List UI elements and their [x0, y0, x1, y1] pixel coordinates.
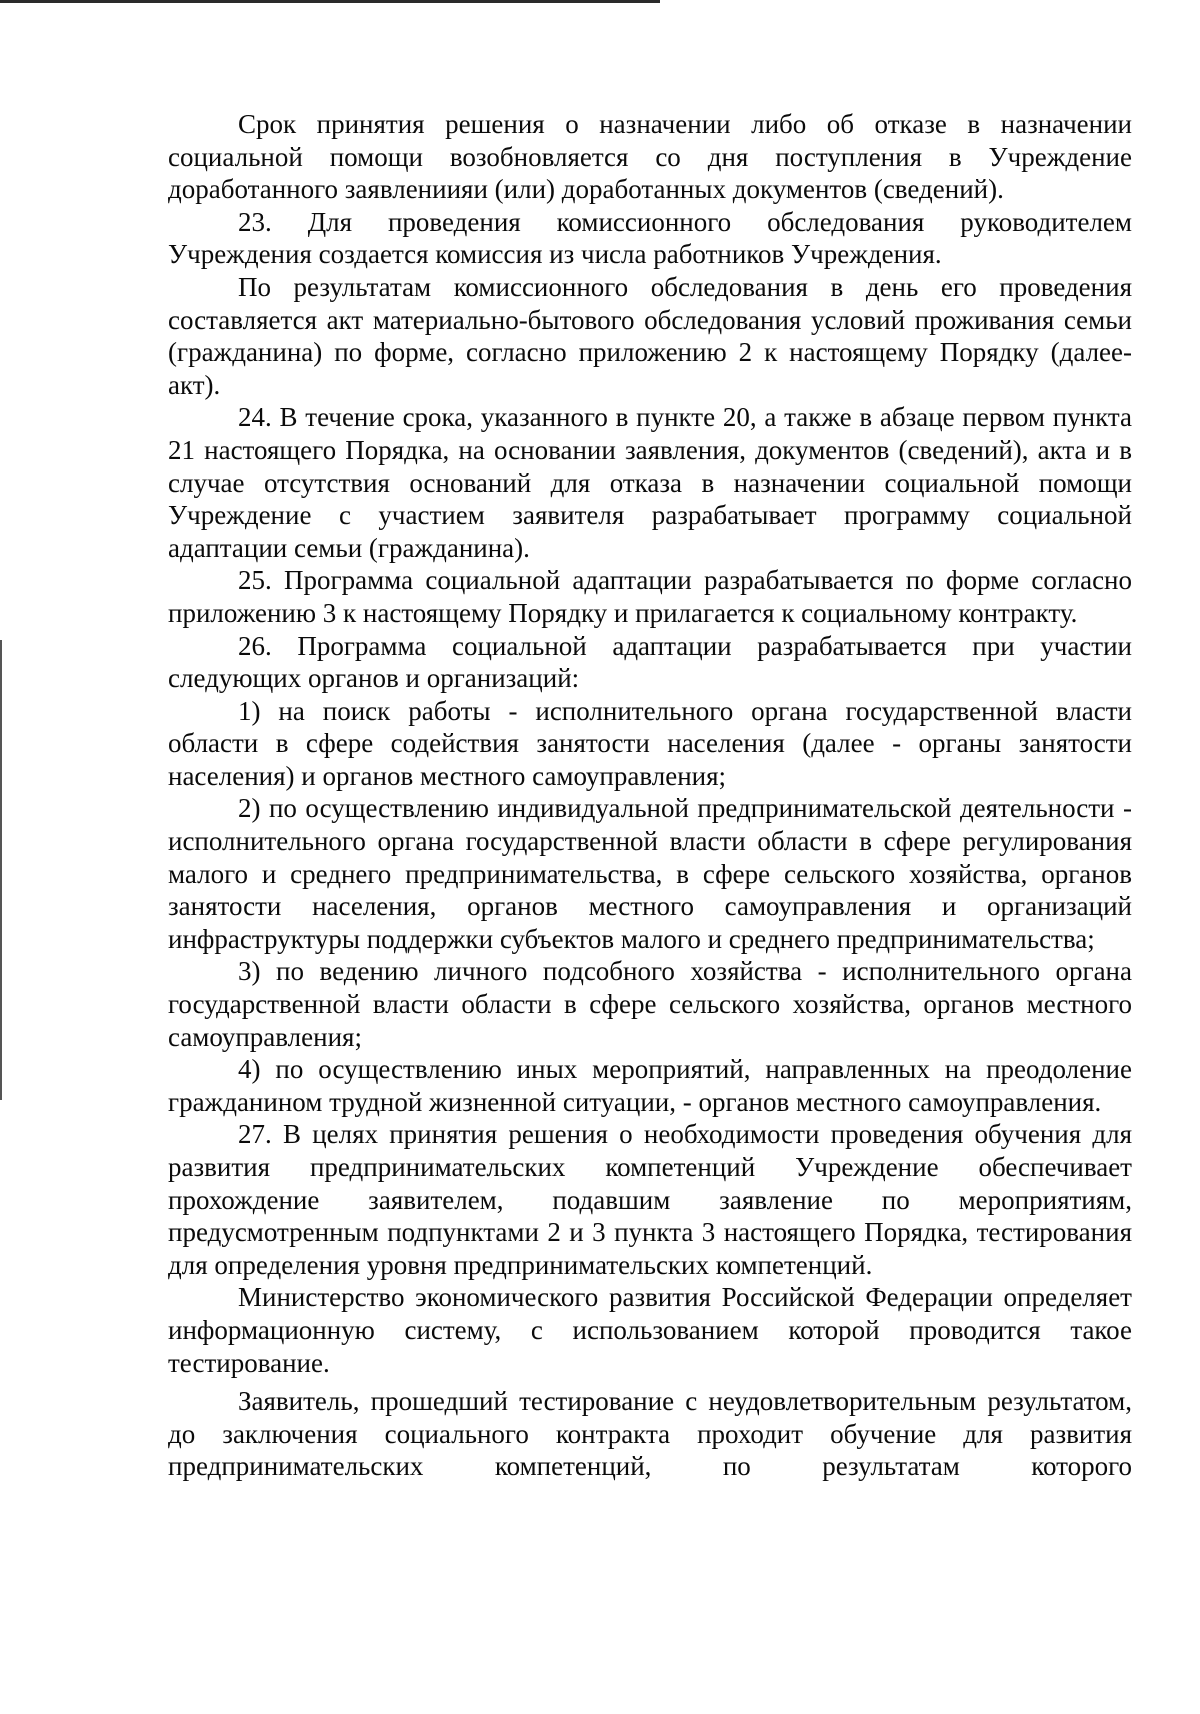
paragraph-27-testing: 27. В целях принятия решения о необходимости проведения обучения для развития предпринимательских компетенций Учреждение обеспечивает прохождение заявителем, подавшим заявление по мероприятиям, предусмотренным подпунктами 2 и 3 пункта 3 настоящего Порядка, тестирования для определения уровня предпринимательских компетенций. — [168, 1119, 1132, 1280]
paragraph-23-commission: 23. Для проведения комиссионного обследования руководителем Учреждения создается комиссия из числа работников Учреждения. — [168, 206, 1132, 270]
paragraph-applicant-training: Заявитель, прошедший тестирование с неудовлетворительным результатом, до заключения социального контракта проходит обучение для развития предпринимательских компетенций, по результатам которого — [168, 1386, 1132, 1482]
list-item-1-job-search: 1) на поиск работы - исполнительного органа государственной власти области в сфере содействия занятости населения (далее - органы занятости населения) и органов местного самоуправления; — [168, 695, 1132, 791]
paragraph-24-program: 24. В течение срока, указанного в пункте 20, а также в абзаце первом пункта 21 настоящего Порядка, на основании заявления, документов (сведений), акта и в случае отсутствия оснований для отказа в назначении социальной помощи Учреждение с участием заявителя разрабатывает программу социальной адаптации семьи (гражданина). — [168, 402, 1132, 563]
paragraph-ministry: Министерство экономического развития Российской Федерации определяет информационную систему, с использованием которой проводится такое тестирование. — [168, 1282, 1132, 1378]
paragraph-decision-term: Срок принятия решения о назначении либо об отказе в назначении социальной помощи возобновляется со дня поступления в Учреждение доработанного заявлениияи (или) доработанных документов (сведений). — [168, 109, 1132, 205]
paragraph-23-act: По результатам комиссионного обследования в день его проведения составляется акт материально-бытового обследования условий проживания семьи (гражданина) по форме, согласно приложению 2 к настоящему Порядку (далее-акт). — [168, 271, 1132, 400]
list-item-3-household: 3) по ведению личного подсобного хозяйства - исполнительного органа государственной власти области в сфере сельского хозяйства, органов местного самоуправления; — [168, 956, 1132, 1052]
paragraph-26-participants: 26. Программа социальной адаптации разрабатывается при участии следующих органов и организаций: — [168, 630, 1132, 694]
scan-edge-left — [0, 640, 2, 1100]
paragraph-25-form: 25. Программа социальной адаптации разрабатывается по форме согласно приложению 3 к настоящему Порядку и прилагается к социальному контракту. — [168, 565, 1132, 628]
list-item-4-other: 4) по осуществлению иных мероприятий, направленных на преодоление гражданином трудной жизненной ситуации, - органов местного самоуправления. — [168, 1054, 1132, 1117]
list-item-2-business: 2) по осуществлению индивидуальной предпринимательской деятельности - исполнительного органа государственной власти области в сфере регулирования малого и среднего предпринимательства, в сфере сельского хозяйства, органов занятости населения, органов местного самоуправления и организаций инфраструктуры поддержки субъектов малого и среднего предпринимательства; — [168, 793, 1132, 954]
scan-edge-top — [0, 0, 660, 3]
document-page — [168, 108, 1132, 1483]
